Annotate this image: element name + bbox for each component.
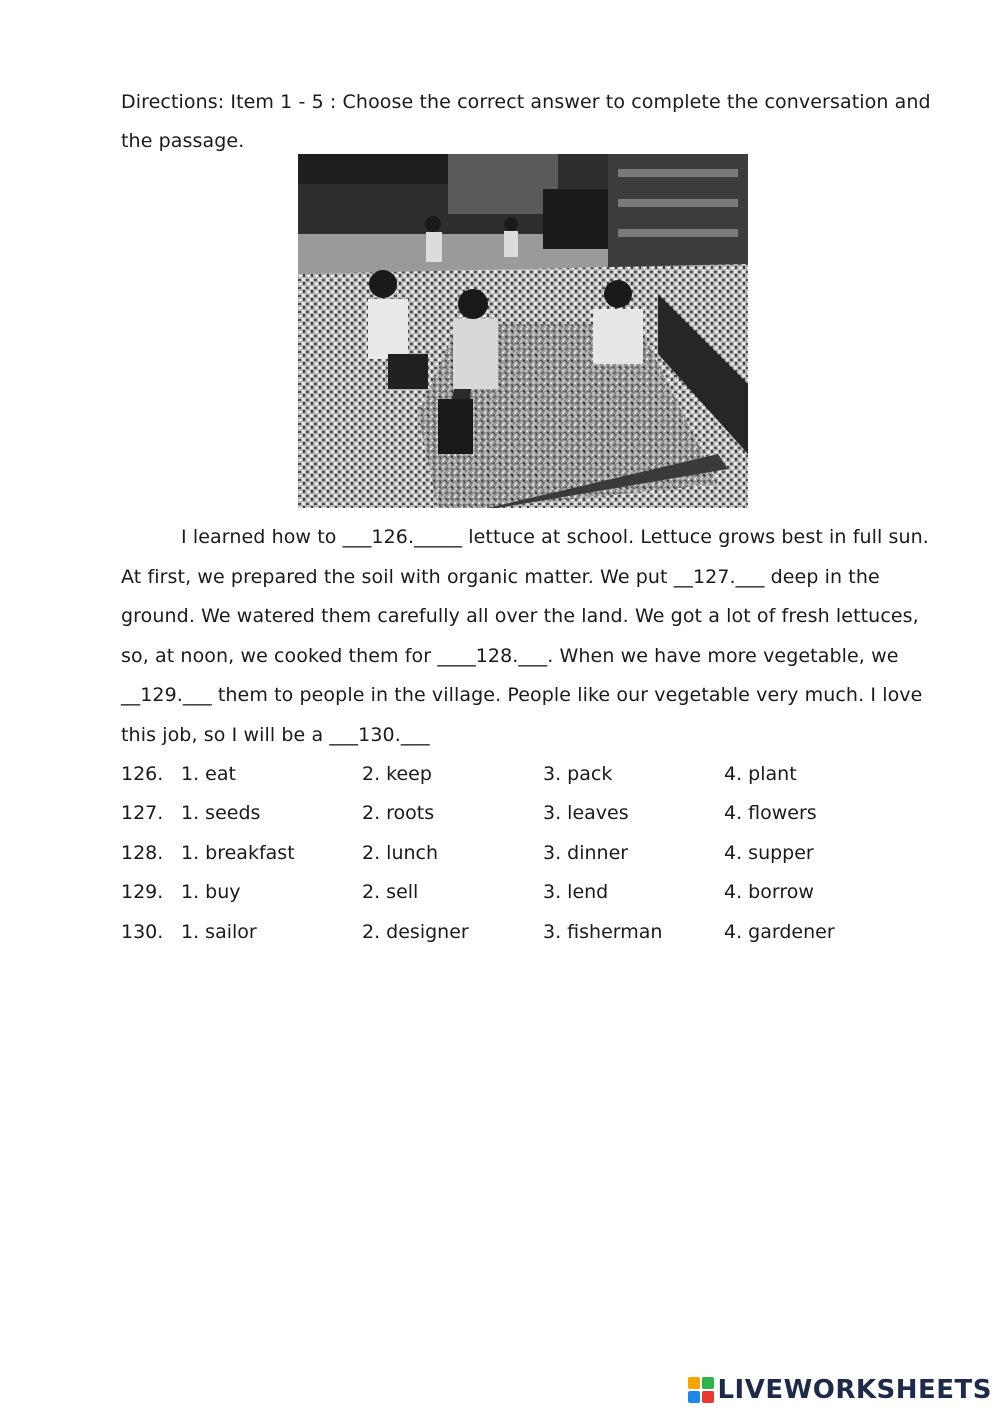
option-2[interactable]: 2. sell — [362, 881, 419, 903]
option-1[interactable]: 1. seeds — [181, 802, 261, 824]
question-130 — [121, 919, 881, 945]
option-4[interactable]: 4. gardener — [724, 921, 835, 943]
option-3[interactable]: 3. leaves — [543, 802, 629, 824]
brand-text: LIVEWORKSHEETS — [717, 1375, 992, 1405]
directions-line-1: Directions: Item 1 - 5 : Choose the correct answer to complete the conversation and — [121, 91, 931, 113]
liveworksheets-logo-icon — [688, 1377, 714, 1403]
passage-line-4: so, at noon, we cooked them for ____128.___. When we have more vegetable, we — [121, 645, 899, 667]
option-2[interactable]: 2. keep — [362, 763, 432, 785]
logo-square — [702, 1391, 714, 1403]
option-4[interactable]: 4. plant — [724, 763, 797, 785]
passage-line-1: I learned how to ___126._____ lettuce at school. Lettuce grows best in full sun. — [181, 526, 929, 548]
option-4[interactable]: 4. supper — [724, 842, 814, 864]
logo-square — [688, 1391, 700, 1403]
question-127 — [121, 800, 881, 826]
question-number: 126. — [121, 763, 164, 785]
option-2[interactable]: 2. lunch — [362, 842, 439, 864]
option-3[interactable]: 3. fisherman — [543, 921, 663, 943]
logo-square — [688, 1377, 700, 1389]
option-3[interactable]: 3. pack — [543, 763, 613, 785]
passage-line-6: this job, so I will be a ___130.___ — [121, 724, 430, 746]
directions-line-2: the passage. — [121, 130, 245, 152]
option-2[interactable]: 2. designer — [362, 921, 469, 943]
question-number: 129. — [121, 881, 164, 903]
option-4[interactable]: 4. borrow — [724, 881, 814, 903]
liveworksheets-brand[interactable] — [688, 1375, 992, 1405]
garden-photo-icon — [298, 154, 748, 508]
logo-square — [702, 1377, 714, 1389]
garden-photo — [298, 154, 748, 508]
passage-line-2: At first, we prepared the soil with organic matter. We put __127.___ deep in the — [121, 566, 880, 588]
question-128 — [121, 840, 881, 866]
question-129 — [121, 879, 881, 905]
question-number: 128. — [121, 842, 164, 864]
option-3[interactable]: 3. dinner — [543, 842, 629, 864]
option-1[interactable]: 1. sailor — [181, 921, 257, 943]
question-number: 130. — [121, 921, 164, 943]
option-1[interactable]: 1. breakfast — [181, 842, 295, 864]
passage-line-5: __129.___ them to people in the village. People like our vegetable very much. I love — [121, 684, 923, 706]
option-2[interactable]: 2. roots — [362, 802, 435, 824]
passage-line-3: ground. We watered them carefully all over the land. We got a lot of fresh lettuces, — [121, 605, 919, 627]
question-126 — [121, 761, 881, 787]
option-3[interactable]: 3. lend — [543, 881, 609, 903]
question-number: 127. — [121, 802, 164, 824]
option-1[interactable]: 1. buy — [181, 881, 241, 903]
option-4[interactable]: 4. flowers — [724, 802, 817, 824]
option-1[interactable]: 1. eat — [181, 763, 236, 785]
